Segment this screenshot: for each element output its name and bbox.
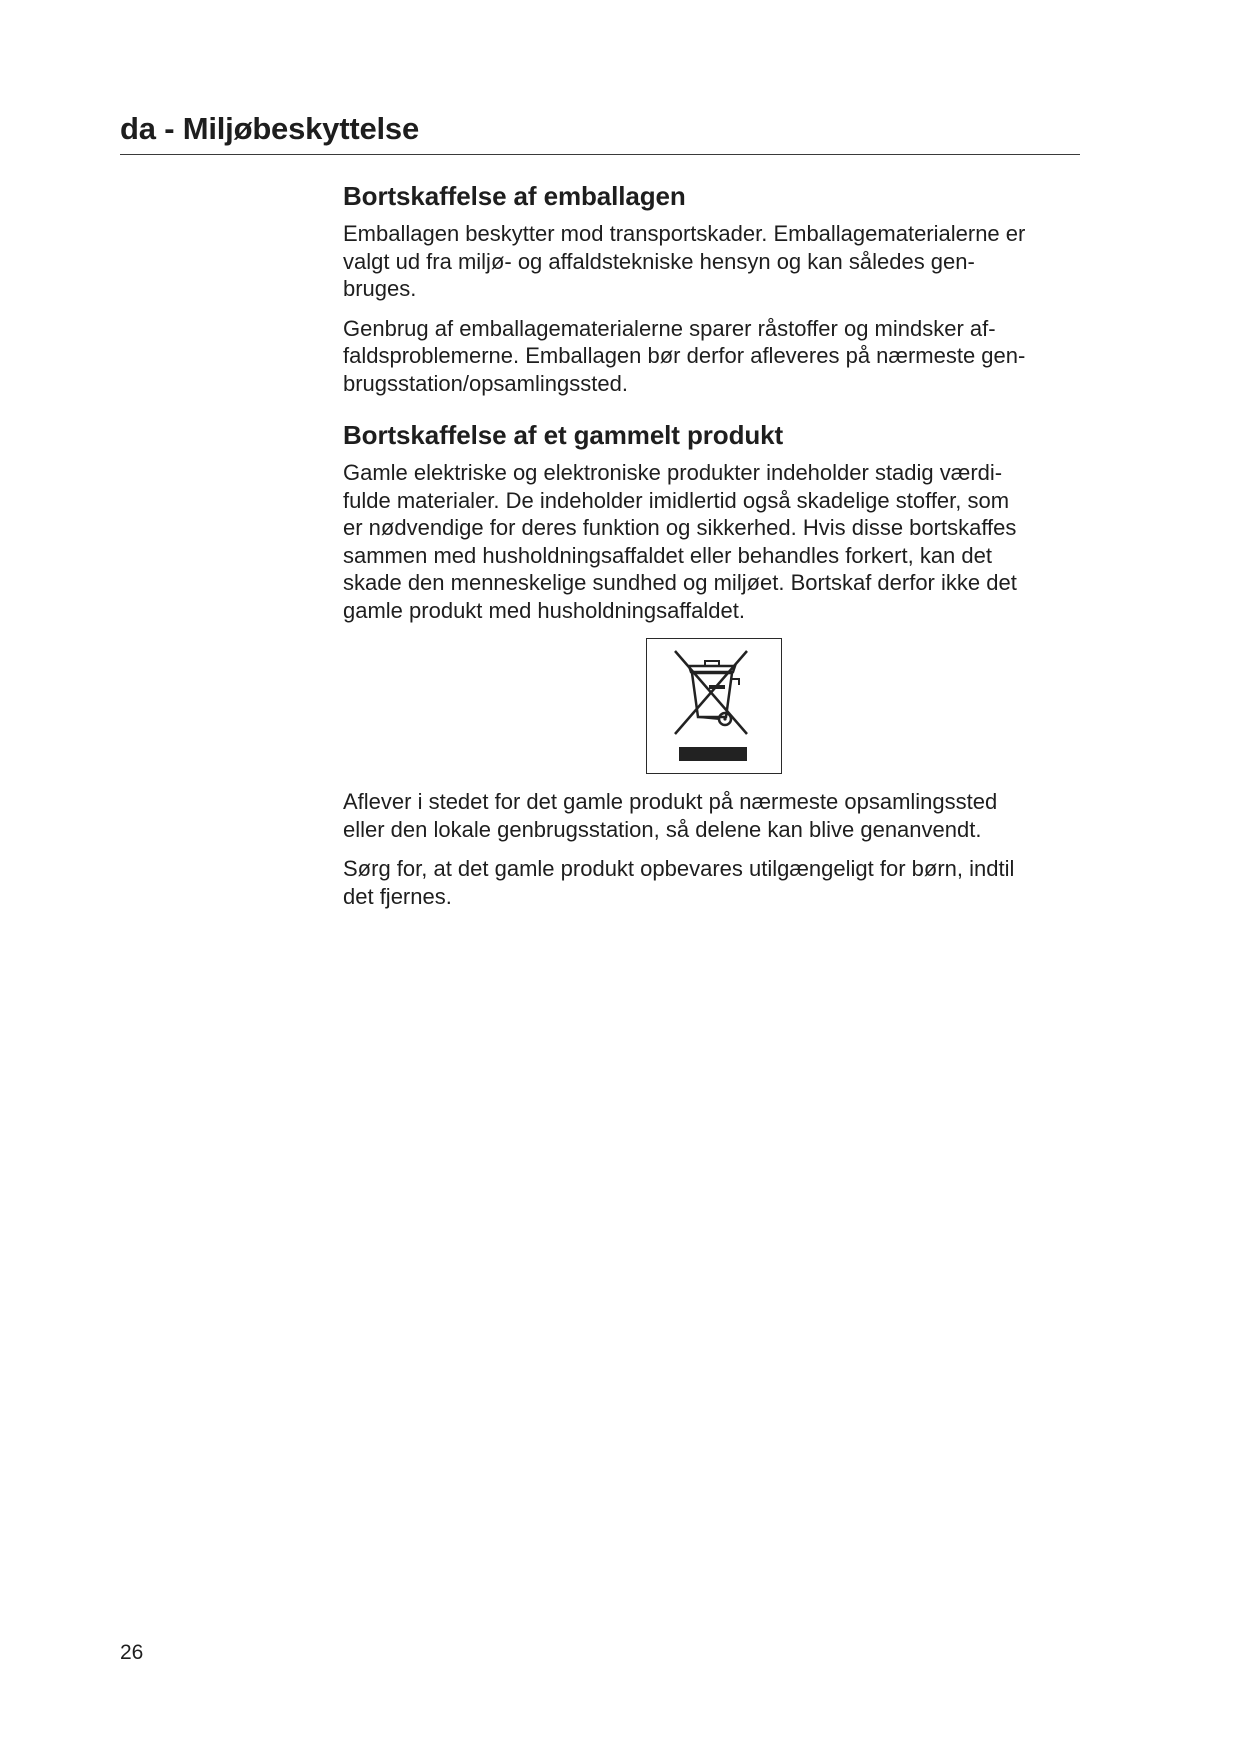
page-number: 26 xyxy=(120,1641,144,1664)
paragraph: Aflever i stedet for det gamle produkt på nærmeste opsamlingssted eller den lokale genbrugsstation, så delene kan blive genanvendt. xyxy=(343,789,998,842)
crossed-out-wheelie-bin-icon xyxy=(647,639,780,772)
paragraph: Emballagen beskytter mod transportskader. Emballagematerialerne er valgt ud fra miljø- og affaldstekniske hensyn og kan således gen- bruges. xyxy=(343,221,1026,301)
paragraph: Gamle elektriske og elektroniske produkter indeholder stadig værdi- fulde materialer. De indeholder imidlertid også skadelige stoffer, som er nødvendige for deres funktion og sikkerhed. Hvis disse bortskaffes sammen med husholdningsaffaldet eller behandles forkert, kan det skade den menneskelige sundhed og miljøet. Bortskaf derfor ikke det gamle produkt med husholdningsaffaldet. xyxy=(343,460,1017,623)
paragraph: Sørg for, at det gamle produkt opbevares utilgængeligt for børn, indtil det fjernes. xyxy=(343,856,1015,909)
main-content xyxy=(343,178,1088,922)
section-heading: Bortskaffelse af emballagen xyxy=(343,181,686,211)
section-packaging-disposal xyxy=(343,178,1088,397)
section-heading: Bortskaffelse af et gammelt produkt xyxy=(343,420,784,450)
page-header xyxy=(120,110,1080,155)
paragraph: Genbrug af emballagematerialerne sparer råstoffer og mindsker af- faldsproblemerne. Emballagen bør derfor afleveres på nærmeste gen- brugsstation/opsamlingssted. xyxy=(343,315,1026,396)
weee-symbol xyxy=(646,638,782,774)
page-title: da - Miljøbeskyttelse xyxy=(120,111,420,146)
section-old-product-disposal xyxy=(343,417,1088,910)
